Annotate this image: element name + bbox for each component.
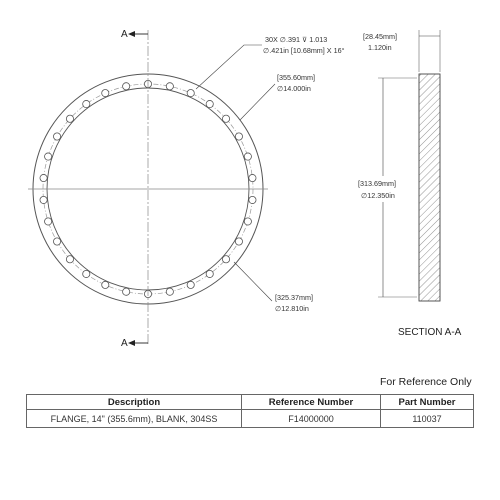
outer-diameter-leader [240, 84, 275, 120]
bolt-hole [40, 174, 47, 181]
bolt-hole [222, 256, 229, 263]
hole-callout-line1: 30X ∅.391 ⊽ 1.013 [265, 35, 328, 44]
bolt-hole [66, 256, 73, 263]
bolt-hole [53, 133, 60, 140]
section-body [419, 74, 440, 301]
bolt-hole [123, 83, 130, 90]
section-label: SECTION A-A [398, 327, 462, 338]
bolt-hole [45, 153, 52, 160]
bolt-hole [166, 288, 173, 295]
bolt-hole [83, 270, 90, 277]
front-view [28, 29, 345, 349]
hole-callout-leader [196, 45, 262, 89]
section-view [356, 30, 462, 338]
inner-diameter-in: ∅12.350in [361, 191, 395, 200]
bolt-hole [235, 133, 242, 140]
cut-arrow-top [128, 31, 135, 37]
bolt-hole [249, 196, 256, 203]
bolt-hole [66, 115, 73, 122]
cut-arrow-bottom [128, 340, 135, 346]
header-description: Description [27, 395, 242, 410]
bolt-hole [123, 288, 130, 295]
cell-reference-number: F14000000 [242, 410, 381, 428]
section-marker-bottom: A [121, 338, 128, 349]
bolt-circle-leader [234, 262, 272, 301]
cell-description: FLANGE, 14" (355.6mm), BLANK, 304SS [27, 410, 242, 428]
bolt-hole [249, 174, 256, 181]
bolt-hole [102, 281, 109, 288]
bolt-hole [187, 89, 194, 96]
hole-callout-line2: ∅.421in [10.68mm] X 16° [263, 46, 345, 55]
cell-part-number: 110037 [381, 410, 474, 428]
reference-note: For Reference Only [380, 376, 472, 388]
bolt-hole [235, 238, 242, 245]
bolt-hole [206, 100, 213, 107]
bolt-hole [40, 196, 47, 203]
bolt-hole [166, 83, 173, 90]
bolt-circle-mm: [325.37mm] [275, 293, 313, 302]
bolt-hole [83, 100, 90, 107]
bolt-hole [206, 270, 213, 277]
thickness-in: 1.120in [368, 43, 392, 52]
bolt-hole [222, 115, 229, 122]
thickness-mm: [28.45mm] [363, 32, 397, 41]
bolt-hole [53, 238, 60, 245]
section-marker-top: A [121, 29, 128, 40]
header-reference-number: Reference Number [242, 395, 381, 410]
table-header-row [27, 395, 474, 410]
part-table [26, 394, 474, 428]
bolt-hole [244, 153, 251, 160]
bolt-hole [102, 89, 109, 96]
bolt-circle-in: ∅12.810in [275, 304, 309, 313]
outer-diameter-mm: [355.60mm] [277, 73, 315, 82]
outer-diameter-in: ∅14.000in [277, 84, 311, 93]
header-part-number: Part Number [381, 395, 474, 410]
table-row [27, 410, 474, 428]
bolt-hole [244, 218, 251, 225]
inner-diameter-mm: [313.69mm] [358, 179, 396, 188]
bolt-hole [187, 281, 194, 288]
bolt-hole [45, 218, 52, 225]
